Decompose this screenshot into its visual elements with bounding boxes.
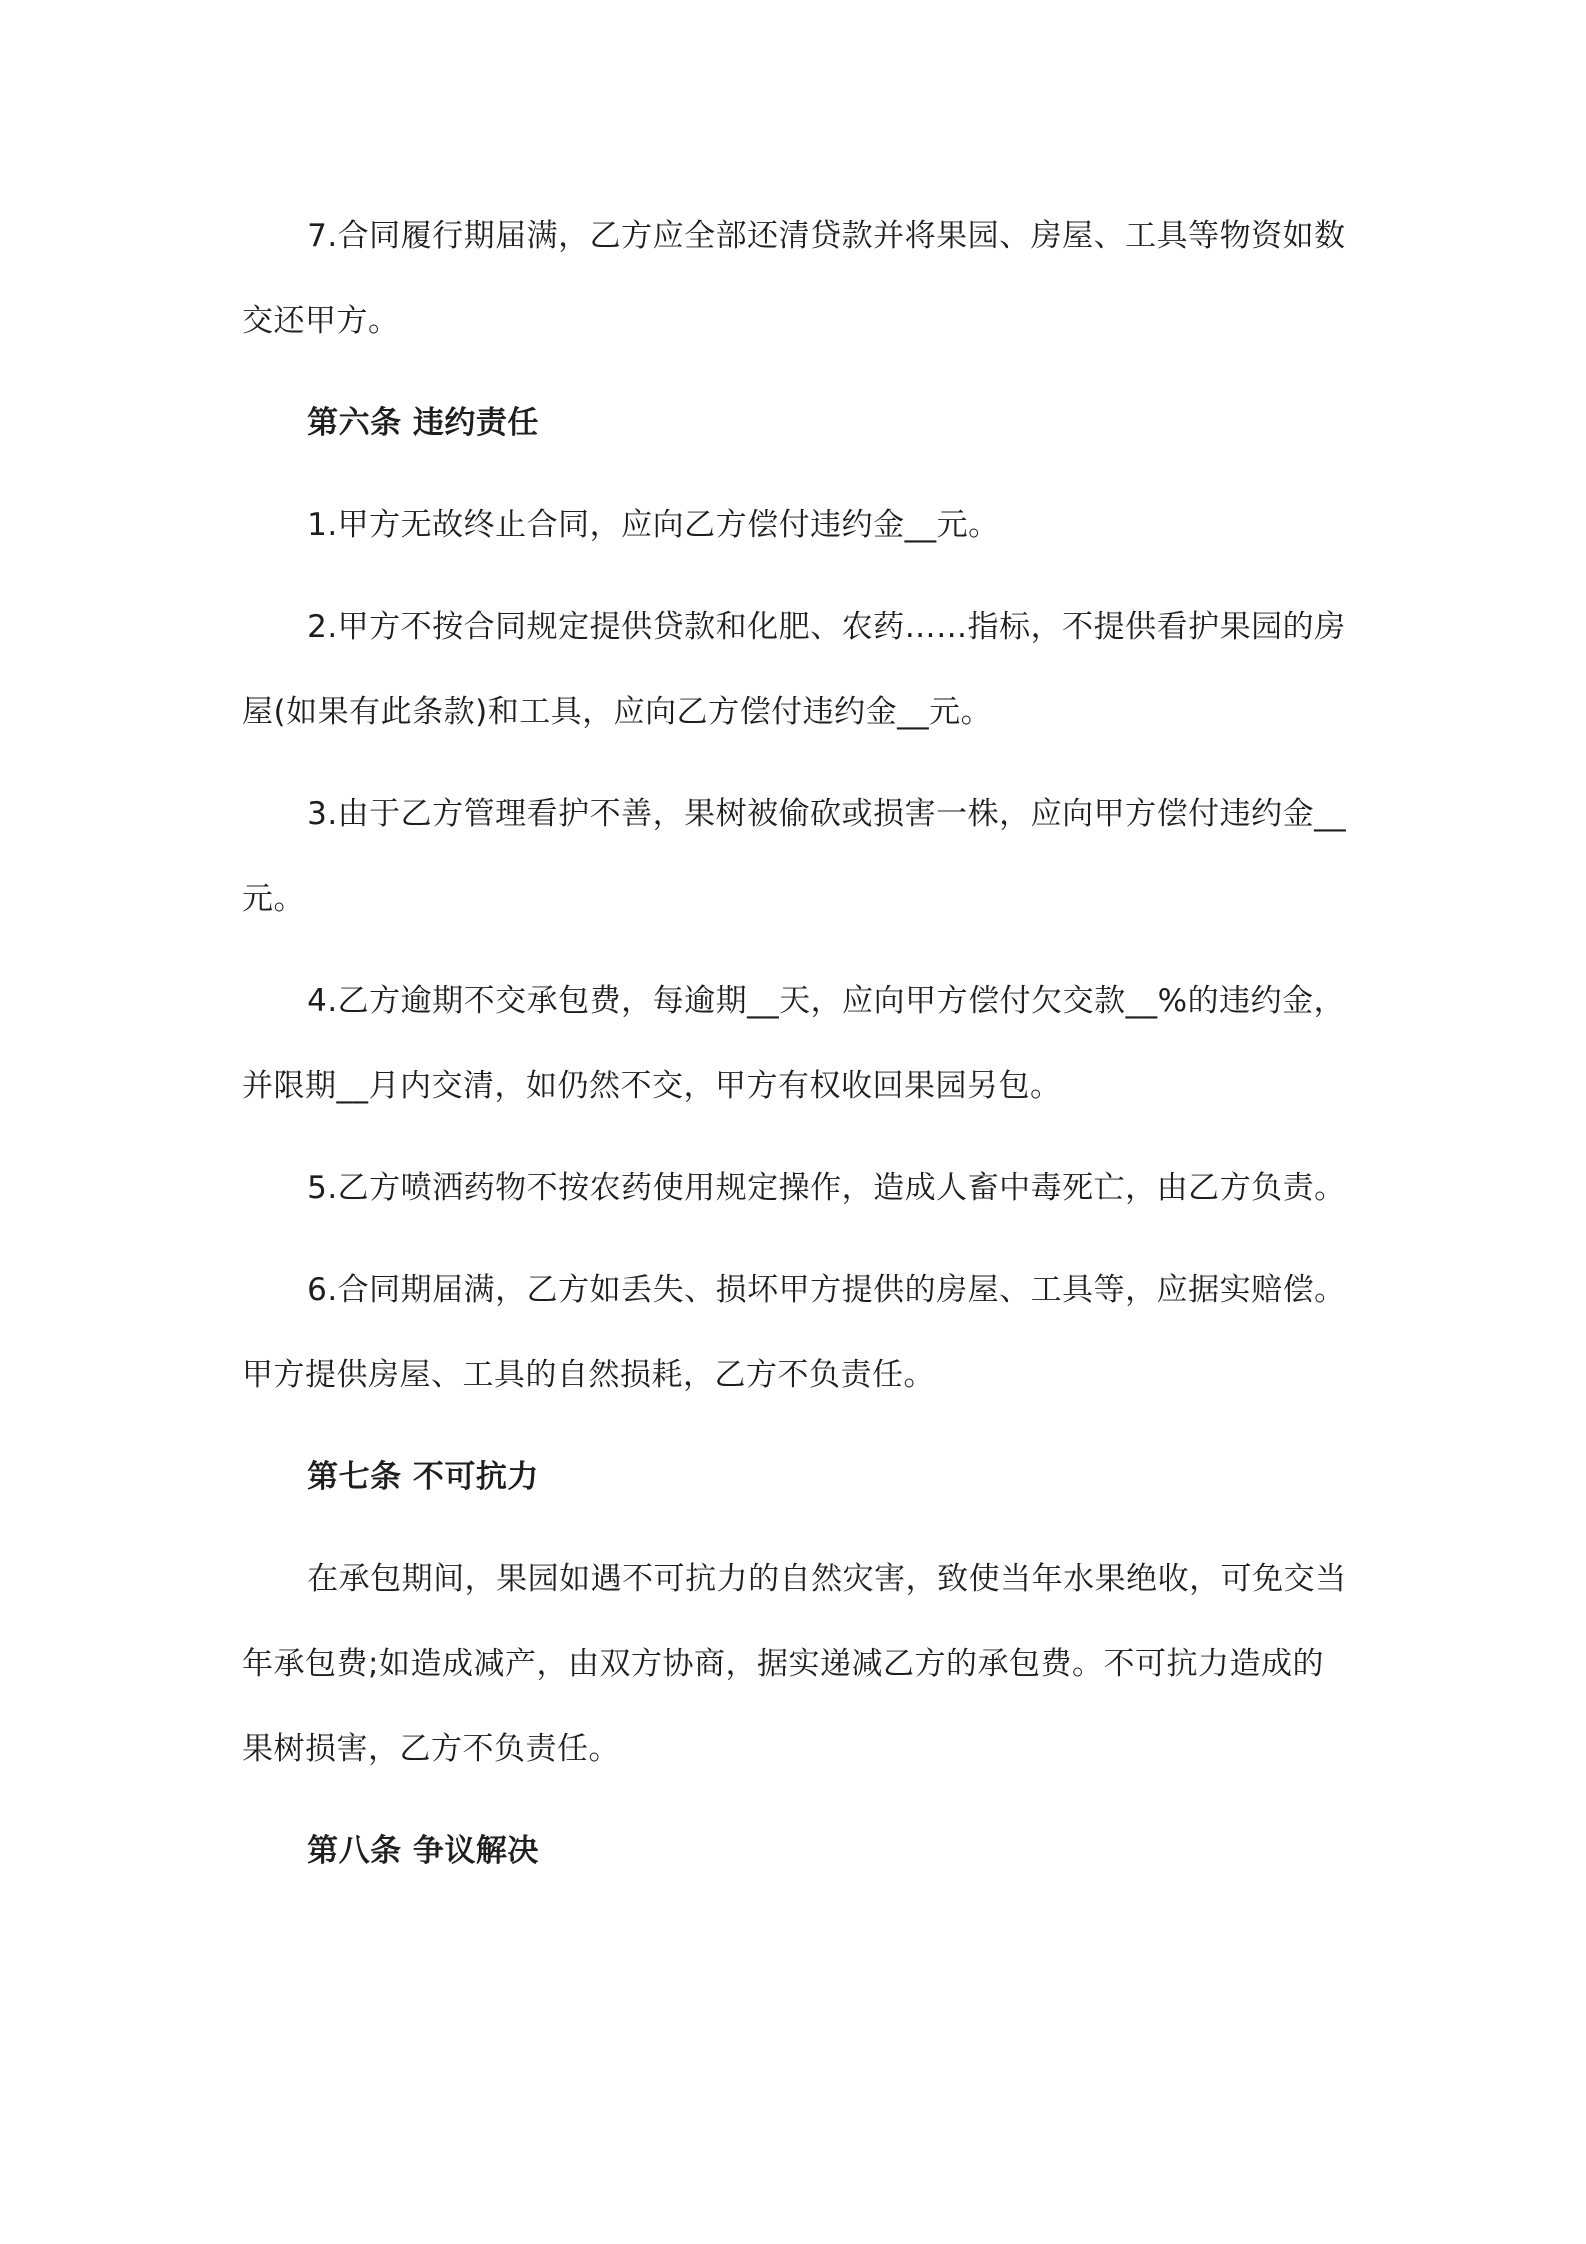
paragraph-article-5-item-7: 7.合同履行期届满，乙方应全部还清贷款并将果园、房屋、工具等物资如数交还甲方。: [242, 218, 1346, 339]
paragraph-article-6-item-3: 3.由于乙方管理看护不善，果树被偷砍或损害一株，应向甲方偿付违约金__元。: [242, 796, 1347, 917]
document-body: [242, 194, 1352, 1894]
paragraph-article-6-item-6: 6.合同期届满，乙方如丢失、损坏甲方提供的房屋、工具等，应据实赔偿。甲方提供房屋、工具的自然损耗，乙方不负责任。: [242, 1272, 1346, 1393]
article-7-heading: 第七条 不可抗力: [307, 1459, 539, 1495]
paragraph-article-7-body: 在承包期间，果园如遇不可抗力的自然灾害，致使当年水果绝收，可免交当年承包费;如造成减产，由双方协商，据实递减乙方的承包费。不可抗力造成的果树损害，乙方不负责任。: [242, 1561, 1347, 1767]
paragraph-article-6-item-2: 2.甲方不按合同规定提供贷款和化肥、农药……指标，不提供看护果园的房屋(如果有此条款)和工具，应向乙方偿付违约金__元。: [242, 609, 1346, 730]
paragraph-article-6-item-4: 4.乙方逾期不交承包费，每逾期__天，应向甲方偿付欠交款__%的违约金，并限期__月内交清，如仍然不交，甲方有权收回果园另包。: [242, 983, 1346, 1104]
article-8-heading: 第八条 争议解决: [307, 1833, 539, 1869]
paragraph-article-6-item-5: 5.乙方喷洒药物不按农药使用规定操作，造成人畜中毒死亡，由乙方负责。: [307, 1170, 1346, 1206]
paragraph-article-6-item-1: 1.甲方无故终止合同，应向乙方偿付违约金__元。: [307, 507, 1000, 543]
article-6-heading: 第六条 违约责任: [307, 405, 539, 441]
